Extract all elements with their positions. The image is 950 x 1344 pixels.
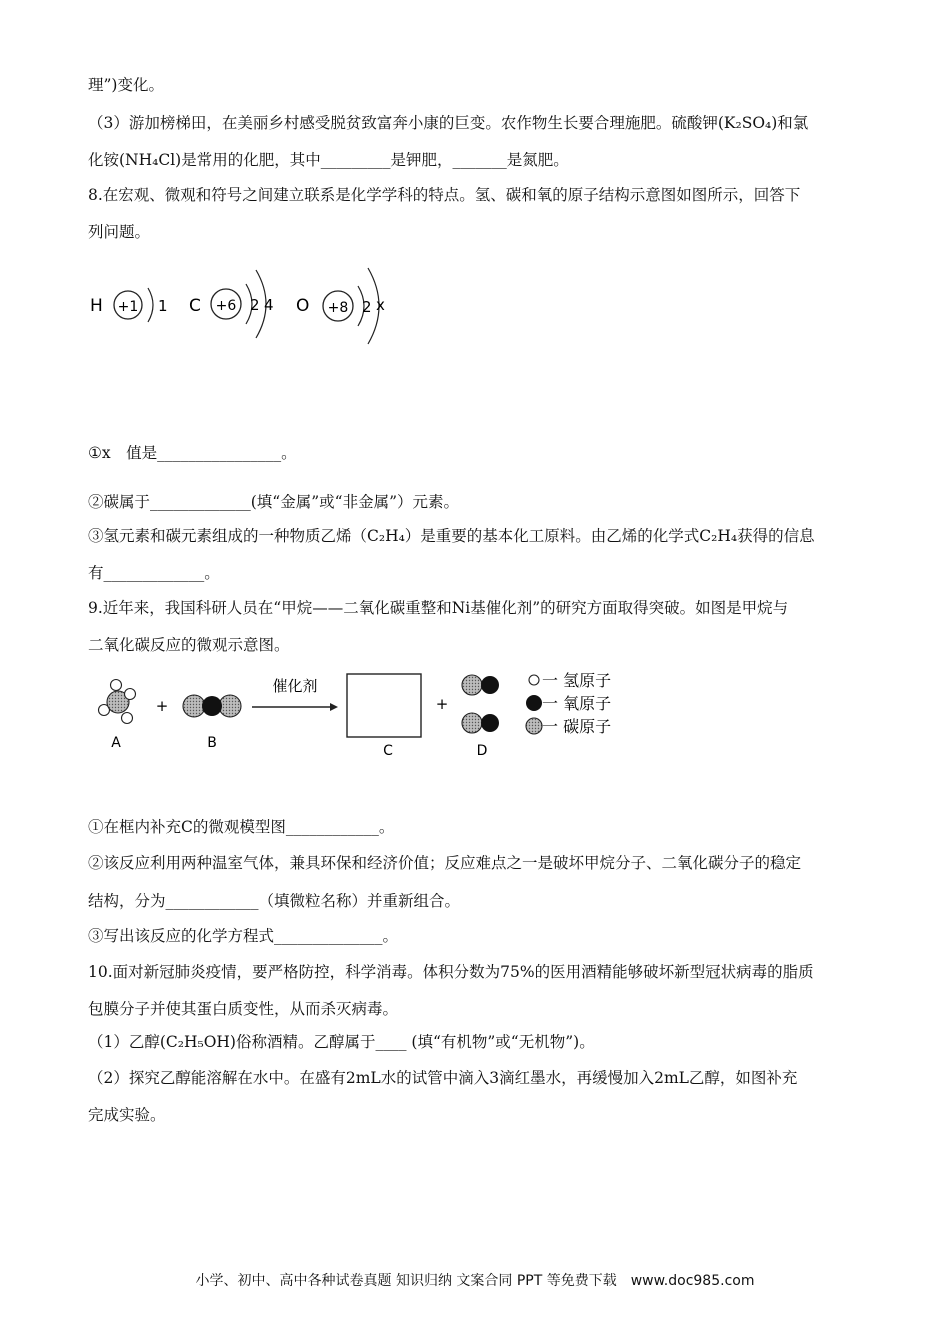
reaction-arrow-head [330, 703, 338, 711]
atom-c-shell-1-electrons: 2 [250, 296, 260, 314]
label-b: B [207, 735, 217, 751]
text-line: 化铵(NH₄Cl)是常用的化肥，其中_________是钾肥，_______是氮肥。 [88, 151, 569, 169]
question-8-3: ③氢元素和碳元素组成的一种物质乙烯（C₂H₄）是重要的基本化工原料。由乙烯的化学式C₂H₄获得的信息 [88, 527, 815, 545]
atom-c-nucleus-charge: +6 [215, 298, 237, 314]
question-8-3: 有_____________。 [88, 564, 220, 582]
atom-h-nucleus-charge: +1 [117, 299, 139, 315]
question-10-2: 完成实验。 [88, 1106, 166, 1124]
atom-h-shell-1 [148, 288, 153, 322]
molecule-b-carbon-dioxide [183, 695, 241, 717]
question-9-stem: 9.近年来，我国科研人员在“甲烷——二氧化碳重整和Ni基催化剂”的研究方面取得突破。如图是甲烷与 [88, 599, 789, 617]
label-a: A [111, 735, 121, 751]
legend-hydrogen-swatch [529, 675, 539, 685]
question-9-3: ③写出该反应的化学方程式______________。 [88, 927, 399, 945]
legend-oxygen-swatch [526, 695, 542, 711]
question-9-2: ②该反应利用两种温室气体，兼具环保和经济价值；反应难点之一是破坏甲烷分子、二氧化碳分子的稳定 [88, 854, 802, 872]
question-8-2: ②碳属于_____________(填“金属”或“非金属”）元素。 [88, 493, 459, 511]
question-8-stem: 列问题。 [88, 223, 151, 241]
label-d: D [476, 743, 488, 759]
question-10-1: （1）乙醇(C₂H₅OH)俗称酒精。乙醇属于____ (填“有机物”或“无机物”)。 [88, 1033, 595, 1051]
atom-o-nucleus-charge: +8 [327, 300, 349, 316]
atom-h-shell-1-electrons: 1 [158, 297, 168, 315]
legend-oxygen: 一 氧原子 [542, 694, 612, 713]
question-8-1: ①x 值是________________。 [88, 444, 297, 462]
question-8-stem: 8.在宏观、微观和符号之间建立联系是化学学科的特点。氢、碳和氧的原子结构示意图如图所示，回答下 [88, 186, 801, 204]
plus-sign: + [155, 697, 169, 715]
question-9-2: 结构，分为____________（填微粒名称）并重新组合。 [88, 892, 461, 910]
question-10-stem: 10.面对新冠肺炎疫情，要严格防控，科学消毒。体积分数为75%的医用酒精能够破坏新型冠状病毒的脂质 [88, 963, 814, 981]
page-footer: 小学、初中、高中各种试卷真题 知识归纳 文案合同 PPT 等免费下载 www.doc985.com [195, 1273, 755, 1289]
text-line: 理”)变化。 [88, 76, 164, 94]
molecule-a-methane [99, 680, 136, 724]
question-10-2: （2）探究乙醇能溶解在水中。在盛有2mL水的试管中滴入3滴红墨水，再缓慢加入2mL乙醇，如图补充 [88, 1069, 798, 1087]
atom-o-shell-2-electrons: x [376, 296, 385, 314]
atom-h-symbol: H [90, 296, 103, 316]
plus-sign: + [435, 695, 449, 713]
reaction-figure [90, 664, 630, 764]
legend-carbon-swatch [526, 718, 542, 734]
text-line: （3）游加榜梯田，在美丽乡村感受脱贫致富奔小康的巨变。农作物生长要合理施肥。硫酸钾(K₂SO₄)和氯 [88, 114, 809, 132]
question-9-1: ①在框内补充C的微观模型图____________。 [88, 818, 395, 836]
atom-o-symbol: O [296, 296, 310, 316]
label-c: C [383, 743, 393, 759]
atom-structure-figure [86, 262, 406, 352]
atom-c-shell-2-electrons: 4 [264, 296, 274, 314]
product-c-box [347, 674, 421, 737]
atom-c-symbol: C [189, 296, 201, 316]
legend-carbon: 一 碳原子 [542, 717, 612, 736]
legend-hydrogen: 一 氢原子 [542, 671, 612, 690]
legend [526, 671, 611, 736]
catalyst-label: 催化剂 [272, 677, 318, 695]
atom-o-shell-1-electrons: 2 [362, 298, 372, 316]
question-10-stem: 包膜分子并使其蛋白质变性，从而杀灭病毒。 [88, 1000, 399, 1018]
question-9-stem: 二氧化碳反应的微观示意图。 [88, 636, 290, 654]
molecule-d-carbon-monoxide [462, 675, 499, 733]
